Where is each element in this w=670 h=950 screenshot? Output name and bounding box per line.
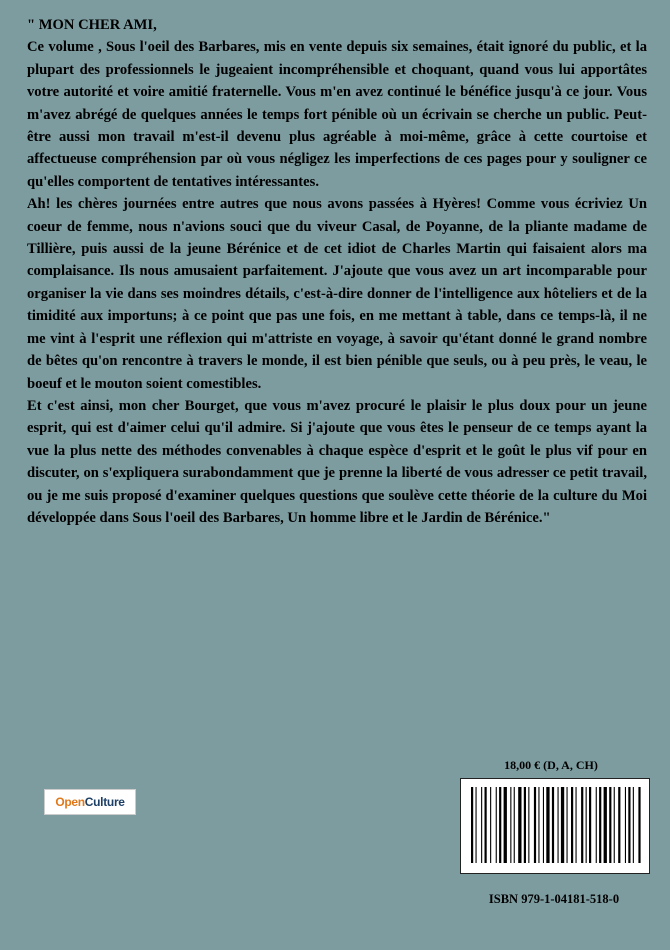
barcode-bar: [476, 787, 477, 863]
barcode-bar: [589, 787, 591, 863]
price-label: 18,00 € (D, A, CH): [504, 758, 598, 772]
barcode-bar: [581, 787, 583, 863]
barcode-bar: [504, 787, 507, 863]
barcode-bar: [510, 787, 511, 863]
barcode-bar: [471, 787, 473, 863]
barcode-bar: [614, 787, 615, 863]
barcode-bar: [618, 787, 620, 863]
barcode-bar: [543, 787, 544, 863]
barcode-bar: [538, 787, 539, 863]
barcode-bar: [567, 787, 568, 863]
barcode-bar: [599, 787, 601, 863]
barcode-bar: [633, 787, 634, 863]
barcode-graphic: [461, 779, 649, 873]
barcode-bar: [586, 787, 587, 863]
barcode-bar: [534, 787, 536, 863]
barcode-bar: [499, 787, 501, 863]
barcode-bar: [485, 787, 487, 863]
barcode-bar: [514, 787, 515, 863]
barcode-bar: [625, 787, 626, 863]
logo-culture-text: Culture: [84, 795, 125, 809]
barcode-bar: [561, 787, 564, 863]
barcode-bar: [552, 787, 554, 863]
publisher-logo: [44, 789, 136, 815]
blurb-paragraph-1: Ce volume , Sous l'oeil des Barbares, mis en vente depuis six semaines, était ignoré du public, et la plupart des professionnels le jugeaient incompréhensible et choquant, quand vous lui apportâtes votre autorité et voire amitié fraternelle. Vous m'en avez continué le bénéfice jusqu'à ce jour. Vous m'avez abrégé de quelques années le temps fort pénible où un écrivain se cherche un public. Peut-être aussi mon travail m'est-il devenu plus agréable à moi-même, grâce à cette courtoise et affectueuse compréhension par où vous négligez les imperfections de ces pages pour y souligner ce qu'elles comportent de tentatives intéressantes.: [27, 39, 647, 190]
barcode: [460, 778, 650, 874]
barcode-bar: [596, 787, 597, 863]
barcode-bar: [528, 787, 529, 863]
barcode-bar: [518, 787, 521, 863]
barcode-bar: [628, 787, 630, 863]
blurb-salutation: " MON CHER AMI,: [27, 17, 157, 33]
barcode-bar: [524, 787, 526, 863]
barcode-bar: [490, 787, 491, 863]
barcode-bar: [481, 787, 482, 863]
barcode-bar: [558, 787, 559, 863]
barcode-bar: [604, 787, 607, 863]
barcode-bar: [571, 787, 573, 863]
back-cover-blurb: [27, 14, 647, 529]
blurb-paragraph-3: Et c'est ainsi, mon cher Bourget, que vous m'avez procuré le plaisir le plus doux pour un jeune esprit, qui est d'aimer celui qu'il admire. Si j'ajoute que vous êtes le penseur de ce temps ayant la vue la plus nette des méthodes convenables à chaque espèce d'esprit et le goût le plus vif pour en discuter, on s'expliquera surabondamment que je prenne la liberté de vous adresser ce petit travail, ou je me suis proposé d'examiner quelques questions que soulève cette théorie de la culture du Moi développée dans Sous l'oeil des Barbares, Un homme libre et le Jardin de Bérénice.": [27, 397, 647, 526]
barcode-bar: [638, 787, 640, 863]
logo-open-text: Open: [55, 795, 85, 809]
isbn-label: ISBN 979-1-04181-518-0: [488, 892, 620, 906]
barcode-bar: [609, 787, 611, 863]
barcode-bar: [546, 787, 549, 863]
barcode-bar: [496, 787, 497, 863]
blurb-paragraph-2: Ah! les chères journées entre autres que nous avons passées à Hyères! Comme vous écriviez Un coeur de femme, nous n'avions souci que du viveur Casal, de Poyanne, de la pliante madame de Tillière, puis aussi de la jeune Bérénice et de cet idiot de Charles Martin qui faisaient alors ma complaisance. Ils nous amusaient parfaitement. J'ajoute que vous avez un art incomparable pour organiser la vie dans ses moindres détails, c'est-à-dire donner de l'intelligence aux hôteliers et de la timidité aux importuns; à ce point que pas une fois, en me mettant à table, dans ce temps-là, il ne me vint à l'esprit une réflexion qui m'attriste en voyage, à savoir qu'étant donné le grand nombre de bêtes qu'on rencontre à travers le monde, il est bien pénible que seuls, ou à peu près, le veau, le boeuf et le mouton soient comestibles.: [27, 196, 647, 392]
barcode-bar: [576, 787, 577, 863]
